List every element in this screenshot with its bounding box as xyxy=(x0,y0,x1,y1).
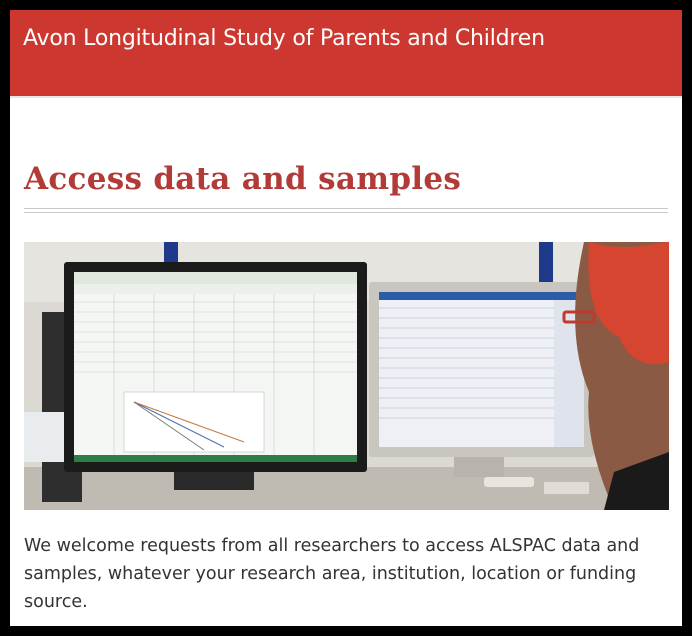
browser-viewport xyxy=(10,10,682,626)
main-content xyxy=(10,160,682,616)
title-divider xyxy=(24,208,668,213)
intro-paragraph: We welcome requests from all researchers to access ALSPAC data and samples, whatever your research area, institution, location or funding source. xyxy=(24,536,640,612)
site-header xyxy=(10,10,682,98)
page-title: Access data and samples xyxy=(24,161,462,197)
site-title-link[interactable]: Avon Longitudinal Study of Parents and Children xyxy=(23,26,545,51)
computer-monitors-photo xyxy=(24,242,669,510)
